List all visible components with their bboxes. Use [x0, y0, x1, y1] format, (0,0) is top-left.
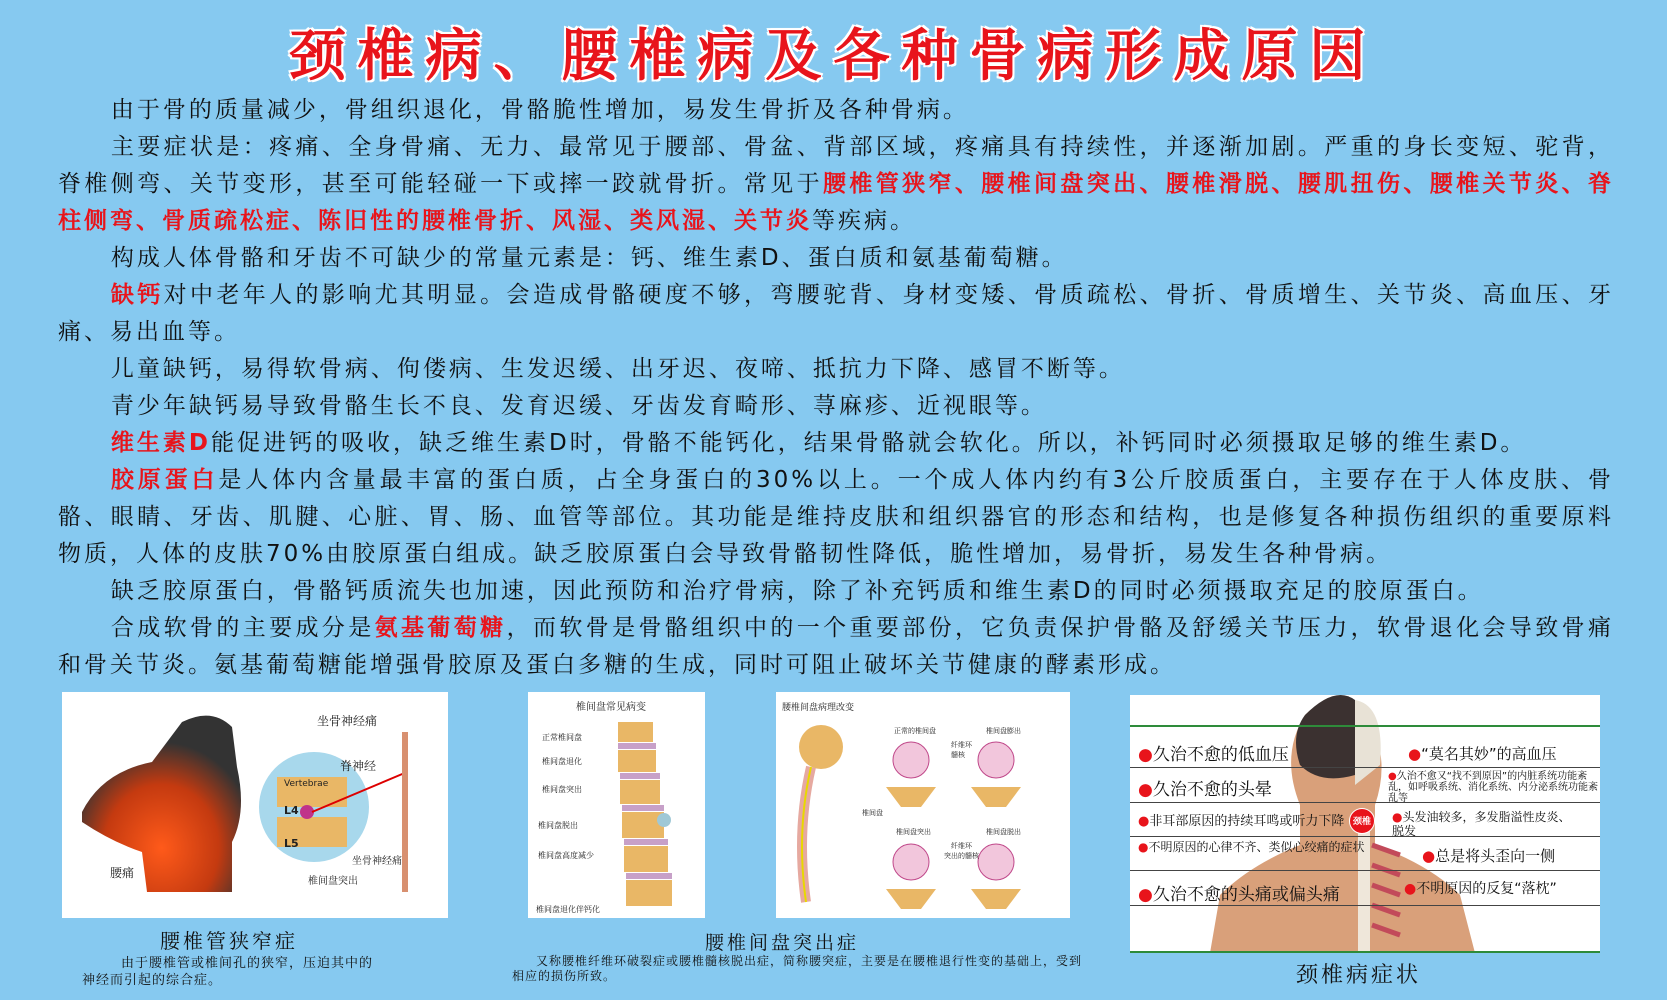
body-text: [58, 92, 1614, 684]
label-nucleus: 髓核: [951, 751, 965, 759]
paragraph-text: 构成人体骨骼和牙齿不可缺少的常量元素是：钙、维生素D、蛋白质和氨基葡萄糖。: [110, 245, 1068, 271]
label-prolapse: 椎间盘脱出: [986, 828, 1021, 836]
label-disc: 椎间盘: [862, 809, 883, 817]
label-herniation: 椎间盘突出: [308, 876, 358, 887]
cervical-badge: 颈椎: [1349, 808, 1375, 834]
panel2-title: 椎间盘常见病变: [576, 702, 646, 713]
paragraph-text: 等疾病。: [812, 208, 916, 234]
label-sciatica-top: 坐骨神经痛: [317, 714, 378, 728]
label-back-pain: 腰痛: [110, 866, 135, 880]
label-spinal-nerve: 脊神经: [340, 759, 377, 773]
paragraph-text: 由于骨的质量减少，骨组织退化，骨骼脆性增加，易发生骨折及各种骨病。: [110, 97, 969, 123]
body-paragraph: [58, 610, 1614, 684]
symptom-right: ●不明原因的反复“落枕”: [1404, 881, 1557, 897]
paragraph-text: 合成软骨的主要成分是: [110, 615, 375, 641]
paragraph-text: 能促进钙的吸收，缺乏维生素D时，骨骼不能钙化，结果骨骼就会软化。所以，补钙同时必须摄取足够的维生素D。: [210, 430, 1527, 456]
label-protrusion: 椎间盘突出: [896, 828, 931, 836]
disc-label: 椎间盘脱出: [538, 821, 578, 830]
highlight-text: 维生素D: [110, 430, 211, 456]
paragraph-text: 主要症状是：疼痛、全身骨痛、无力、最常见于腰部、骨盆、背部区域，疼痛具有持续性，并逐渐加剧。严重的身长变短、驼背，脊椎侧弯、关节变形，甚至可能轻碰一下或摔一跤就骨折。常见于: [58, 134, 1614, 197]
body-paragraph: [58, 92, 1614, 129]
label-bulge: 椎间盘膨出: [986, 727, 1021, 735]
poster-title: 颈椎病、腰椎病及各种骨病形成原因: [289, 24, 1378, 89]
paragraph-text: 儿童缺钙，易得软骨病、佝偻病、生发迟缓、出牙迟、夜啼、抵抗力下降、感冒不断等。: [110, 356, 1125, 382]
paragraph-text: ，而软骨是骨骼组织中的一个重要部份，它负责保护骨骼及舒缓关节压力，软骨退化会导致骨痛和骨关节炎。氨基葡萄糖能增强骨胶原及蛋白多糖的生成，同时可阻止破坏关节健康的酵素形成。: [58, 615, 1615, 678]
body-paragraph: [58, 573, 1614, 610]
lumbar-stenosis-image: [62, 692, 448, 918]
caption-cervical-symptoms: 颈椎病症状: [1296, 963, 1422, 988]
disc-label: 椎间盘突出: [542, 785, 582, 794]
panel3-title: 腰椎间盘病理改变: [782, 703, 855, 713]
label-sciatica: 坐骨神经痛: [352, 856, 402, 867]
symptom-left: ●久治不愈的头晕: [1138, 780, 1272, 800]
body-paragraph: [58, 388, 1614, 425]
label-vertebrae: Vertebrae: [284, 779, 329, 789]
symptom-left: ●非耳部原因的持续耳鸣或听力下降: [1138, 814, 1345, 829]
symptom-right: ●总是将头歪向一侧: [1422, 847, 1556, 865]
disc-pathology-image: [776, 692, 1070, 918]
label-annulus-2: 纤维环: [951, 842, 972, 850]
caption-disc-herniation: 腰椎间盘突出症: [705, 932, 860, 954]
paragraph-text: 缺乏胶原蛋白，骨骼钙质流失也加速，因此预防和治疗骨病，除了补充钙质和维生素D的同时必须摄取充足的胶原蛋白。: [110, 578, 1484, 604]
symptom-right: ●头发油较多，多发脂溢性皮炎、脱发: [1392, 810, 1571, 838]
desc-disc-herniation: 又称腰椎纤维环破裂症或腰椎髓核脱出症，简称腰突症，主要是在腰椎退行性变的基础上，受到相应的损伤所致。: [512, 954, 1083, 983]
label-normal-disc: 正常的椎间盘: [894, 727, 936, 735]
body-paragraph: [58, 351, 1614, 388]
body-paragraph: [58, 240, 1614, 277]
highlight-text: 缺钙: [110, 282, 164, 308]
back-pain-illustration: [62, 692, 448, 918]
symptom-left: ●久治不愈的低血压: [1138, 745, 1289, 765]
body-paragraph: [58, 425, 1614, 462]
label-l5: L5: [284, 837, 299, 850]
paragraph-text: 对中老年人的影响尤其明显。会造成骨骼硬度不够，弯腰驼背、身材变矮、骨质疏松、骨折、骨质增生、关节炎、高血压、牙痛、易出血等。: [58, 282, 1615, 345]
disc-label: 椎间盘退化: [542, 757, 582, 766]
spine-side-illustration: [528, 692, 705, 918]
highlight-text: 腰椎管狭窄、腰椎间盘突出、腰椎滑脱、腰肌扭伤、腰椎关节炎、脊柱侧弯、骨质疏松症、陈旧性的腰椎骨折、风湿、类风湿、关节炎: [58, 171, 1615, 234]
disc-label: 椎间盘退化伴钙化: [536, 905, 600, 914]
label-l4: L4: [284, 804, 299, 817]
disc-lesions-image: [528, 692, 705, 918]
paragraph-text: 是人体内含量最丰富的蛋白质，占全身蛋白的30%以上。一个成人体内约有3公斤胶质蛋白，主要存在于人体皮肤、骨骼、眼睛、牙齿、肌腱、心脏、胃、肠、血管等部位。其功能是维持皮肤和组织器官的形态和结构，也是修复各种损伤组织的重要原料物质，人体的皮肤70%由胶原蛋白组成。缺乏胶原蛋白会导致骨骼韧性降低，脆性增加，易骨折，易发生各种骨病。: [58, 467, 1614, 567]
symptom-left: ●不明原因的心律不齐、类似心绞痛的症状: [1138, 840, 1365, 854]
symptom-left: ●久治不愈的头痛或偏头痛: [1138, 885, 1340, 905]
body-paragraph: [58, 462, 1614, 573]
disc-label: 正常椎间盘: [542, 733, 582, 742]
label-protruded-nucleus: 突出的髓核: [944, 852, 979, 860]
desc-lumbar-stenosis: 由于腰椎管或椎间孔的狭窄，压迫其中的神经而引起的综合症。: [82, 956, 374, 988]
cervical-symptoms-image: [1130, 695, 1600, 953]
disc-label: 椎间盘高度减少: [538, 851, 594, 860]
highlight-text: 氨基葡萄糖: [374, 615, 507, 641]
body-paragraph: [58, 277, 1614, 351]
highlight-text: 胶原蛋白: [110, 467, 219, 493]
paragraph-text: 青少年缺钙易导致骨骼生长不良、发育迟缓、牙齿发育畸形、荨麻疹、近视眼等。: [110, 393, 1047, 419]
label-annulus: 纤维环: [951, 741, 972, 749]
body-paragraph: [58, 129, 1614, 240]
symptom-right: ●久治不愈又“找不到原因”的内脏系统功能紊乱，如呼吸系统、消化系统、内分泌系统功能紊乱等: [1388, 771, 1598, 804]
symptom-right: ●“莫名其妙”的高血压: [1408, 745, 1557, 763]
caption-lumbar-stenosis: 腰椎管狭窄症: [160, 929, 298, 953]
